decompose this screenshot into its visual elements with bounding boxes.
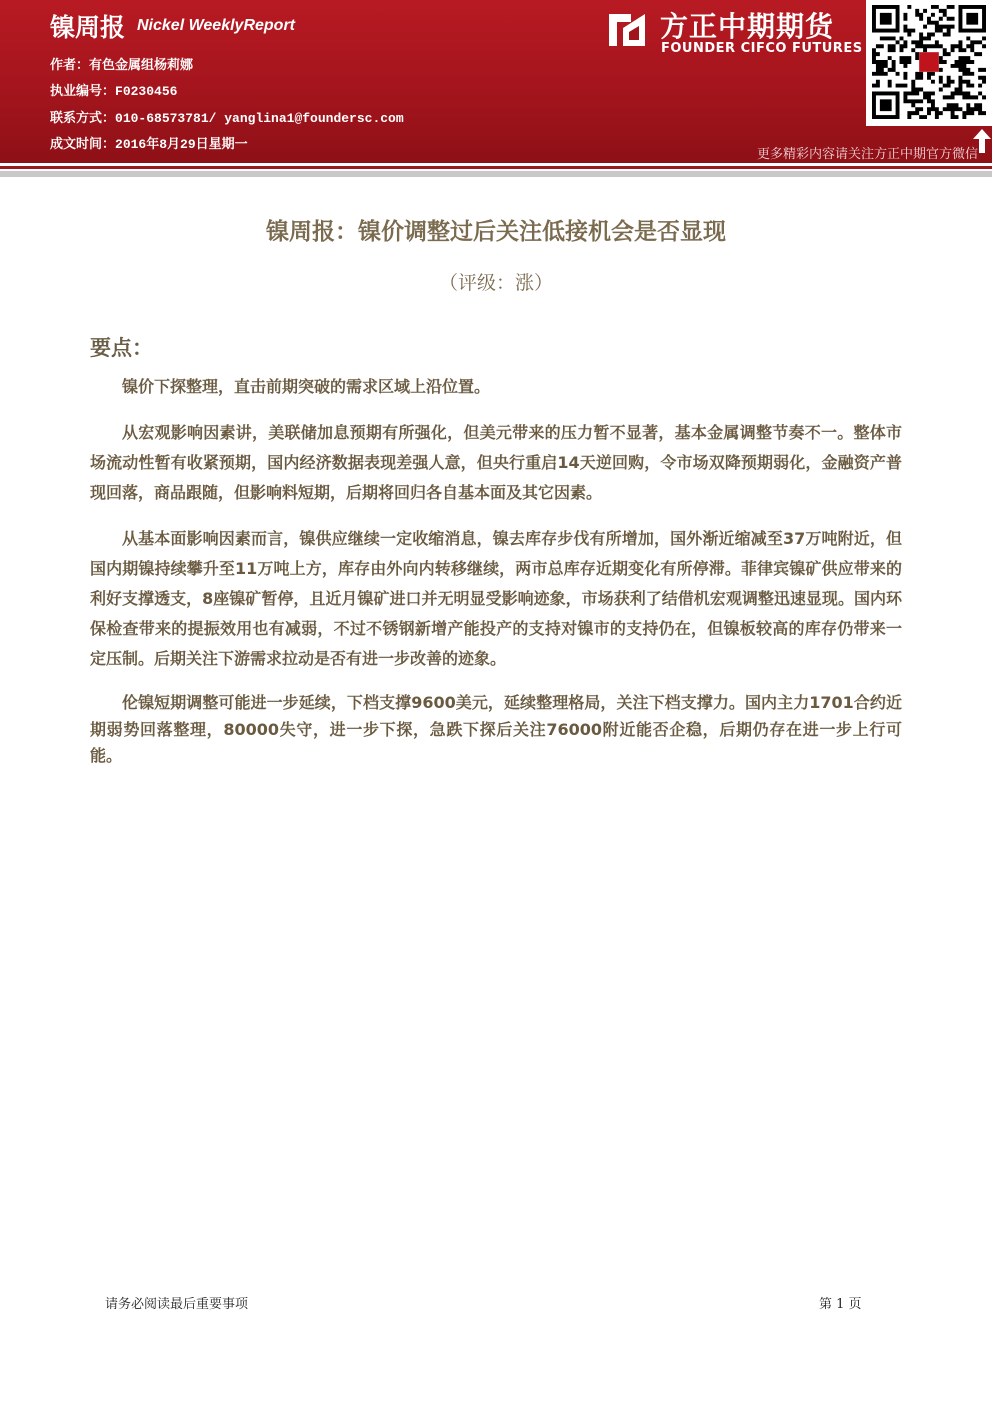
founder-logo-icon	[603, 6, 651, 54]
paragraph: 镍价下探整理，直击前期突破的需求区域上沿位置。	[122, 377, 491, 396]
license-value: F0230456	[115, 84, 178, 99]
brand-name-en: FOUNDER CIFCO FUTURES	[661, 41, 863, 56]
paragraph: 伦镍短期调整可能进一步延续，下档支撑9600美元，延续整理格局，关注下档支撑力。国内主力1701合约近期弱势回落整理，80000失守，进一步下探，急跌下探后关注76000附近能否企稳，后期仍存在进一步上行可能。	[90, 693, 902, 765]
report-title-cn: 镍周报	[50, 13, 126, 42]
license-row	[50, 80, 177, 99]
report-title-en: Nickel WeeklyReport	[137, 17, 295, 34]
contact-value: 010-68573781/ yanglina1@foundersc.com	[115, 111, 404, 126]
author-row	[50, 54, 193, 73]
page-number: 第 1 页	[819, 1297, 862, 1312]
footer-notice: 请务必阅读最后重要事项	[105, 1297, 249, 1312]
qr-code	[866, 0, 992, 126]
contact-label: 联系方式：	[50, 111, 116, 126]
license-label: 执业编号：	[50, 84, 116, 99]
paragraph: 从基本面影响因素而言，镍供应继续一定收缩消息，镍去库存步伐有所增加，国外渐近缩减至37万吨附近，但国内期镍持续攀升至11万吨上方，库存由外向内转移继续，两市总库存近期变化有所停滞。菲律宾镍矿供应带来的利好支撑透支，8座镍矿暂停，且近月镍矿进口并无明显受影响迹象，市场获利了结借机宏观调整迅速显现。国内环保检查带来的提振效用也有减弱，不过不锈钢新增产能投产的支持对镍市的支持仍在，但镍板较高的库存仍带来一定压制。后期关注下游需求拉动是否有进一步改善的迹象。	[90, 529, 902, 668]
date-label: 成文时间：	[50, 137, 116, 152]
author-value: 有色金属组杨莉娜	[89, 58, 194, 73]
date-row	[50, 133, 248, 152]
rating: （评级：涨）	[438, 272, 553, 294]
header-divider-red	[0, 166, 992, 169]
brand-name-cn: 方正中期期货	[660, 10, 835, 43]
header-divider-gray	[0, 171, 992, 177]
document-body	[90, 372, 902, 786]
header-band	[0, 0, 992, 163]
date-value: 2016年8月29日星期一	[115, 137, 248, 152]
paragraph: 从宏观影响因素讲，美联储加息预期有所强化，但美元带来的压力暂不显著，基本金属调整节奏不一。整体市场流动性暂有收紧预期，国内经济数据表现差强人意，但央行重启14天逆回购，令市场双降预期弱化，金融资产普现回落，商品跟随，但影响料短期，后期将回归各自基本面及其它因素。	[90, 423, 902, 502]
follow-wechat-text: 更多精彩内容请关注方正中期官方微信	[756, 147, 978, 162]
contact-row	[50, 107, 404, 126]
document-title: 镍周报：镍价调整过后关注低接机会是否显现	[266, 219, 726, 245]
section-heading: 要点：	[90, 336, 153, 360]
qr-code-icon	[872, 5, 986, 119]
author-label: 作者：	[50, 58, 90, 73]
